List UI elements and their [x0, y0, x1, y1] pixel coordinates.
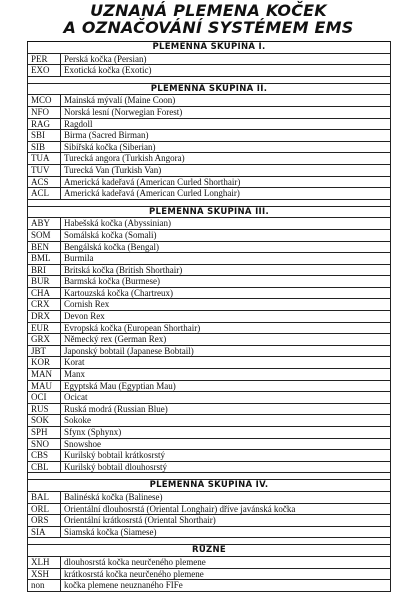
breed-code: RAG	[28, 118, 61, 130]
table-row	[28, 403, 391, 415]
breed-name: Sokoke	[61, 415, 391, 427]
breed-code: BUR	[28, 276, 61, 288]
group-spacer	[28, 538, 391, 545]
group-header: RŮZNÉ	[28, 545, 391, 557]
breed-code: SIA	[28, 526, 61, 538]
group-header: PLEMENNÁ SKUPINA II.	[28, 83, 391, 95]
table-row	[28, 491, 391, 503]
breed-name: Burmila	[61, 253, 391, 265]
document-title	[0, 0, 417, 36]
breed-name: Orientální krátkosrstá (Oriental Shorthair)	[61, 515, 391, 527]
breed-code: CBS	[28, 450, 61, 462]
breed-name: Exotická kočka (Exotic)	[61, 65, 391, 77]
spacer-cell	[28, 473, 391, 480]
group-header-row	[28, 83, 391, 95]
table-row	[28, 241, 391, 253]
table-row	[28, 322, 391, 334]
breed-code: ABY	[28, 218, 61, 230]
breed-code: KOR	[28, 357, 61, 369]
breed-code: SIB	[28, 141, 61, 153]
group-header: PLEMENNÁ SKUPINA III.	[28, 206, 391, 218]
group-header: PLEMENNÁ SKUPINA I.	[28, 42, 391, 54]
table-row	[28, 438, 391, 450]
table-row	[28, 153, 391, 165]
breed-name: Turecká Van (Turkish Van)	[61, 164, 391, 176]
breed-name: Cornish Rex	[61, 299, 391, 311]
breed-code: MCO	[28, 95, 61, 107]
breed-code: SPH	[28, 427, 61, 439]
breed-name: Kurilský bobtail dlouhosrstý	[61, 461, 391, 473]
table-row	[28, 188, 391, 200]
table-row	[28, 526, 391, 538]
breed-name: Sibiřská kočka (Siberian)	[61, 141, 391, 153]
breed-name: Barmská kočka (Burmese)	[61, 276, 391, 288]
breed-name: Sfynx (Sphynx)	[61, 427, 391, 439]
table-row	[28, 450, 391, 462]
breed-code: OCI	[28, 392, 61, 404]
table-row	[28, 229, 391, 241]
table-row	[28, 568, 391, 580]
breed-code: MAU	[28, 380, 61, 392]
breed-name: Ocicat	[61, 392, 391, 404]
breed-code: ORS	[28, 515, 61, 527]
table-row	[28, 580, 391, 592]
group-header-row	[28, 42, 391, 54]
title-line-2: A OZNAČOVÁNÍ SYSTÉMEM EMS	[63, 18, 354, 37]
breed-name: Kartouzská kočka (Chartreux)	[61, 287, 391, 299]
breed-code: non	[28, 580, 61, 592]
breed-code: XLH	[28, 556, 61, 568]
breed-name: Birma (Sacred Birman)	[61, 130, 391, 142]
breed-code: PER	[28, 53, 61, 65]
table-row	[28, 218, 391, 230]
table-row	[28, 427, 391, 439]
table-row	[28, 369, 391, 381]
breed-code: EXO	[28, 65, 61, 77]
breed-code: CBL	[28, 461, 61, 473]
breed-code: ORL	[28, 503, 61, 515]
group-header: PLEMENNÁ SKUPINA IV.	[28, 480, 391, 492]
breed-name: Evropská kočka (European Shorthair)	[61, 322, 391, 334]
breed-name: Balinéská kočka (Balinese)	[61, 491, 391, 503]
group-header-row	[28, 545, 391, 557]
table-row	[28, 556, 391, 568]
breed-name: Somálská kočka (Somali)	[61, 229, 391, 241]
breed-name: Manx	[61, 369, 391, 381]
breed-table	[27, 41, 391, 592]
table-row	[28, 53, 391, 65]
table-row	[28, 141, 391, 153]
breed-name: Ragdoll	[61, 118, 391, 130]
breed-code: GRX	[28, 334, 61, 346]
breed-code: XSH	[28, 568, 61, 580]
breed-code: SOK	[28, 415, 61, 427]
breed-code: SBI	[28, 130, 61, 142]
table-row	[28, 287, 391, 299]
breed-name: Snowshoe	[61, 438, 391, 450]
group-spacer	[28, 199, 391, 206]
table-row	[28, 515, 391, 527]
breed-code: SOM	[28, 229, 61, 241]
breed-name: kočka plemene neuznaného FIFe	[61, 580, 391, 592]
breed-code: JBT	[28, 345, 61, 357]
breed-name: Ruská modrá (Russian Blue)	[61, 403, 391, 415]
breed-name: Americká kadeřavá (American Curled Shorthair)	[61, 176, 391, 188]
table-row	[28, 164, 391, 176]
breed-name: Habešská kočka (Abyssinian)	[61, 218, 391, 230]
table-row	[28, 106, 391, 118]
breed-name: dlouhosrstá kočka neurčeného plemene	[61, 556, 391, 568]
breed-code: MAN	[28, 369, 61, 381]
breed-name: Orientální dlouhosrstá (Oriental Longhair) dříve javánská kočka	[61, 503, 391, 515]
group-spacer	[28, 473, 391, 480]
table-row	[28, 503, 391, 515]
breed-name: Egyptská Mau (Egyptian Mau)	[61, 380, 391, 392]
breed-code: CRX	[28, 299, 61, 311]
table-row	[28, 299, 391, 311]
breed-code: BEN	[28, 241, 61, 253]
breed-name: Perská kočka (Persian)	[61, 53, 391, 65]
breed-code: SNO	[28, 438, 61, 450]
table-row	[28, 130, 391, 142]
breed-name: Kurilský bobtail krátkosrstý	[61, 450, 391, 462]
breed-name: Bengálská kočka (Bengal)	[61, 241, 391, 253]
table-row	[28, 380, 391, 392]
breed-code: ACS	[28, 176, 61, 188]
group-header-row	[28, 480, 391, 492]
breed-code: BAL	[28, 491, 61, 503]
table-row	[28, 276, 391, 288]
table-row	[28, 118, 391, 130]
table-row	[28, 65, 391, 77]
table-row	[28, 334, 391, 346]
spacer-cell	[28, 76, 391, 83]
table-row	[28, 253, 391, 265]
breed-code: BML	[28, 253, 61, 265]
breed-code: EUR	[28, 322, 61, 334]
table-row	[28, 392, 391, 404]
table-row	[28, 345, 391, 357]
breed-code: RUS	[28, 403, 61, 415]
breed-code: TUV	[28, 164, 61, 176]
breed-name: Mainská mývalí (Maine Coon)	[61, 95, 391, 107]
breed-name: Devon Rex	[61, 311, 391, 323]
table-row	[28, 311, 391, 323]
table-row	[28, 176, 391, 188]
breed-name: Turecká angora (Turkish Angora)	[61, 153, 391, 165]
group-spacer	[28, 76, 391, 83]
title-line-1: UZNANÁ PLEMENA KOČEK	[90, 1, 327, 20]
breed-name: Korat	[61, 357, 391, 369]
breed-code: NFO	[28, 106, 61, 118]
breed-name: Britská kočka (British Shorthair)	[61, 264, 391, 276]
spacer-cell	[28, 199, 391, 206]
breed-code: CHA	[28, 287, 61, 299]
breed-table-body	[28, 42, 391, 592]
breed-code: ACL	[28, 188, 61, 200]
table-row	[28, 415, 391, 427]
breed-name: Americká kadeřavá (American Curled Longhair)	[61, 188, 391, 200]
breed-name: krátkosrstá kočka neurčeného plemene	[61, 568, 391, 580]
breed-code: TUA	[28, 153, 61, 165]
table-row	[28, 95, 391, 107]
table-row	[28, 461, 391, 473]
breed-code: DRX	[28, 311, 61, 323]
spacer-cell	[28, 538, 391, 545]
table-row	[28, 264, 391, 276]
breed-code: BRI	[28, 264, 61, 276]
table-row	[28, 357, 391, 369]
breed-name: Siamská kočka (Siamese)	[61, 526, 391, 538]
breed-name: Japonský bobtail (Japanese Bobtail)	[61, 345, 391, 357]
breed-name: Norská lesní (Norwegian Forest)	[61, 106, 391, 118]
group-header-row	[28, 206, 391, 218]
breed-name: Německý rex (German Rex)	[61, 334, 391, 346]
